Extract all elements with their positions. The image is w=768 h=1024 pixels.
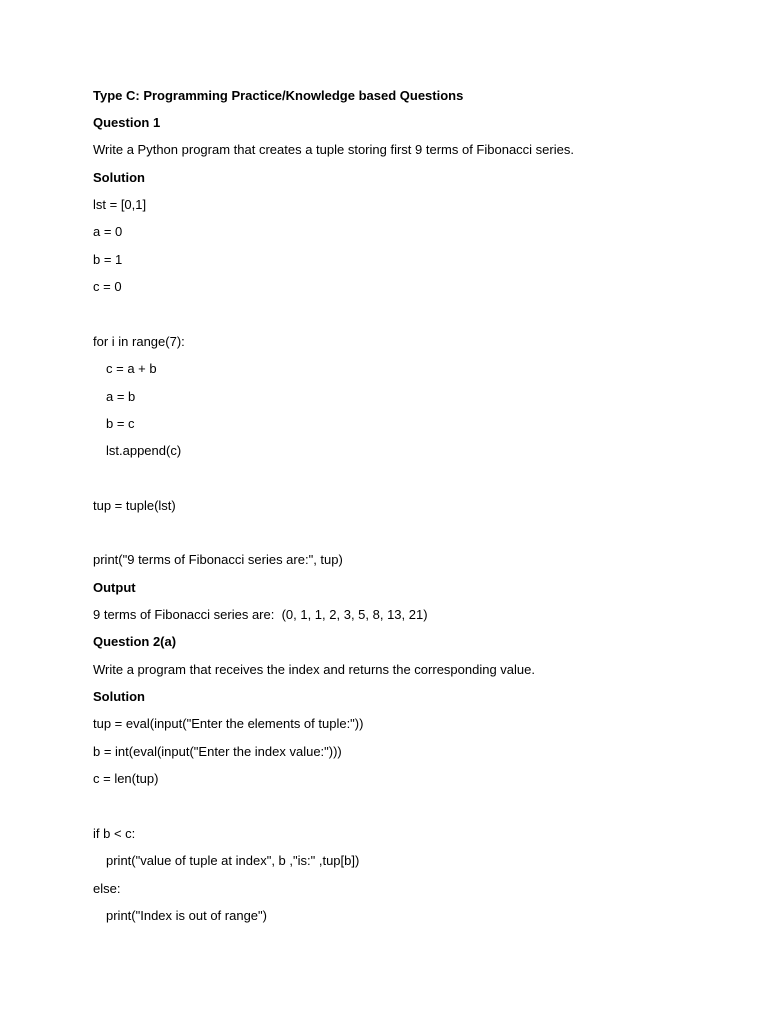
question-2a-solution-label: Solution [93,689,145,704]
code-line: tup = eval(input("Enter the elements of tuple:")) [93,716,364,731]
code-line: lst.append(c) [106,443,182,458]
code-line: for i in range(7): [93,334,185,349]
section-heading: Type C: Programming Practice/Knowledge based Questions [93,88,464,103]
question-1-output-label: Output [93,580,136,595]
code-line: print("9 terms of Fibonacci series are:", tup) [93,552,343,567]
code-line: a = b [106,389,136,404]
question-1-label: Question 1 [93,115,161,130]
question-1-text: Write a Python program that creates a tuple storing first 9 terms of Fibonacci series. [93,142,574,157]
question-2a-text: Write a program that receives the index and returns the corresponding value. [93,662,535,677]
question-1-output-text: 9 terms of Fibonacci series are: (0, 1, 1, 2, 3, 5, 8, 13, 21) [93,607,428,622]
code-line: b = int(eval(input("Enter the index value:"))) [93,744,342,759]
code-line: c = 0 [93,279,122,294]
question-2a-label: Question 2(a) [93,634,177,649]
code-line: print("value of tuple at index", b ,"is:" ,tup[b]) [106,853,360,868]
code-line: b = 1 [93,252,123,267]
code-line: tup = tuple(lst) [93,498,176,513]
code-line: c = len(tup) [93,771,159,786]
code-line: a = 0 [93,224,123,239]
code-line: b = c [106,416,135,431]
code-line: c = a + b [106,361,157,376]
code-line: if b < c: [93,826,136,841]
question-1-solution-label: Solution [93,170,145,185]
code-line: else: [93,881,121,896]
code-line: lst = [0,1] [93,197,147,212]
code-line: print("Index is out of range") [106,908,267,923]
